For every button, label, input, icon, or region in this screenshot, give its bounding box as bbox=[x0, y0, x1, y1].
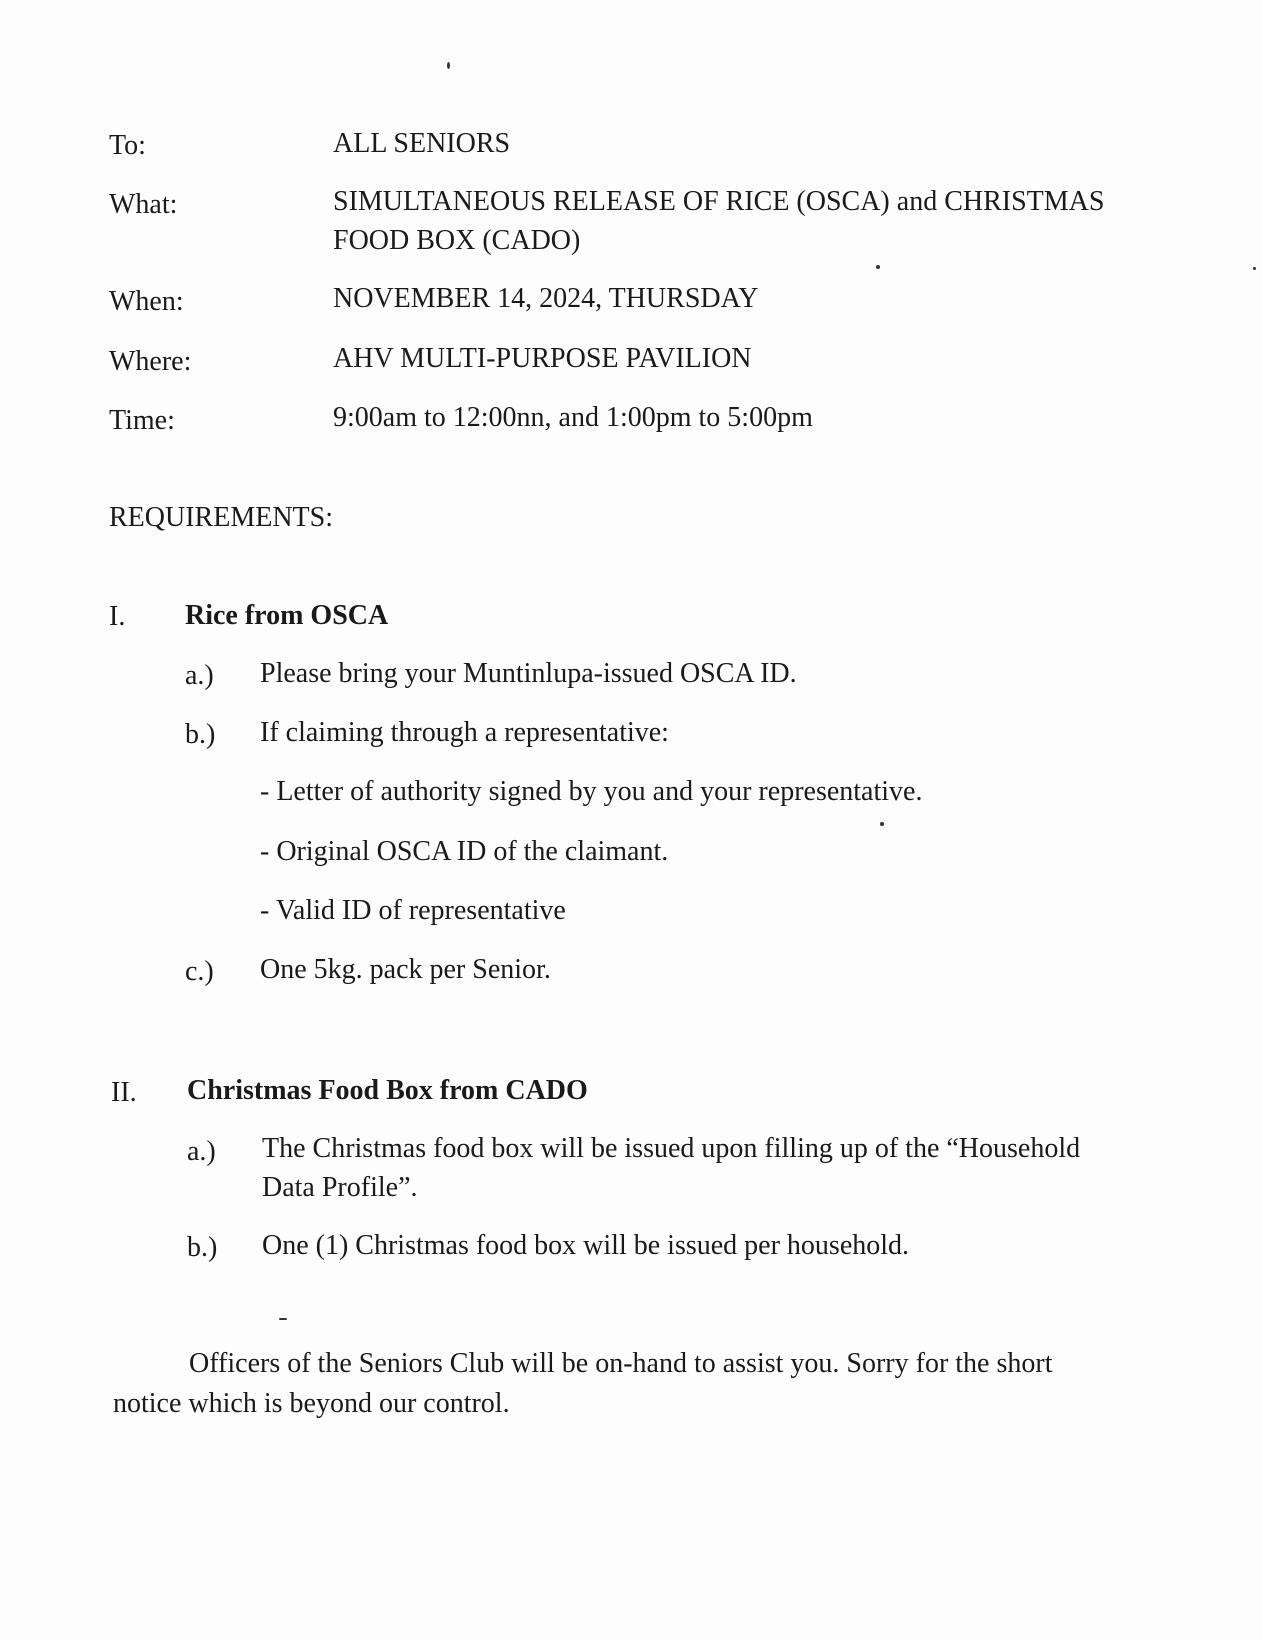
section-1-item-a-text: Please bring your Muntinlupa-issued OSCA ID. bbox=[260, 658, 797, 689]
field-value-where: AHV MULTI-PURPOSE PAVILION bbox=[333, 343, 752, 374]
section-1-item-a-marker: a.) bbox=[185, 660, 214, 691]
field-value-to: ALL SENIORS bbox=[333, 128, 511, 159]
section-1-item-c-marker: c.) bbox=[185, 956, 214, 987]
closing-line-2: notice which is beyond our control. bbox=[113, 1388, 510, 1419]
section-2-title: Christmas Food Box from CADO bbox=[187, 1075, 588, 1106]
section-1-title: Rice from OSCA bbox=[185, 600, 389, 631]
section-2-item-b-marker: b.) bbox=[187, 1232, 218, 1263]
section-1-item-b-subitem: - Original OSCA ID of the claimant. bbox=[260, 836, 669, 867]
section-1-numeral: I. bbox=[109, 601, 126, 632]
field-value-when: NOVEMBER 14, 2024, THURSDAY bbox=[333, 283, 759, 314]
field-label-what: What: bbox=[109, 189, 178, 220]
requirements-heading: REQUIREMENTS: bbox=[109, 502, 333, 533]
section-1-item-c-text: One 5kg. pack per Senior. bbox=[260, 954, 551, 985]
scan-speck bbox=[880, 822, 884, 826]
scan-speck bbox=[279, 1318, 287, 1320]
field-label-time: Time: bbox=[109, 405, 175, 436]
section-1-item-b-marker: b.) bbox=[185, 719, 216, 750]
section-2-numeral: II. bbox=[111, 1077, 137, 1108]
field-value-what-line-1: SIMULTANEOUS RELEASE OF RICE (OSCA) and CHRISTMAS bbox=[333, 186, 1105, 217]
field-label-where: Where: bbox=[109, 346, 192, 377]
field-value-time: 9:00am to 12:00nn, and 1:00pm to 5:00pm bbox=[333, 402, 813, 433]
section-1-item-b-text: If claiming through a representative: bbox=[260, 717, 669, 748]
scan-speck bbox=[1253, 267, 1256, 270]
section-2-item-a-text-line-2: Data Profile”. bbox=[262, 1172, 418, 1203]
section-1-item-b-subitem: - Letter of authority signed by you and your representative. bbox=[260, 776, 923, 807]
field-label-to: To: bbox=[109, 130, 146, 161]
scan-speck bbox=[876, 265, 880, 269]
section-1-item-b-subitem: - Valid ID of representative bbox=[260, 895, 566, 926]
section-2-item-a-text-line-1: The Christmas food box will be issued upon filling up of the “Household bbox=[262, 1133, 1081, 1164]
field-value-what-line-2: FOOD BOX (CADO) bbox=[333, 225, 581, 256]
section-2-item-b-text: One (1) Christmas food box will be issued per household. bbox=[262, 1230, 910, 1261]
section-2-item-a-marker: a.) bbox=[187, 1136, 216, 1167]
closing-line-1: Officers of the Seniors Club will be on-hand to assist you. Sorry for the short bbox=[189, 1348, 1053, 1379]
scan-speck bbox=[447, 62, 450, 69]
field-label-when: When: bbox=[109, 286, 184, 317]
